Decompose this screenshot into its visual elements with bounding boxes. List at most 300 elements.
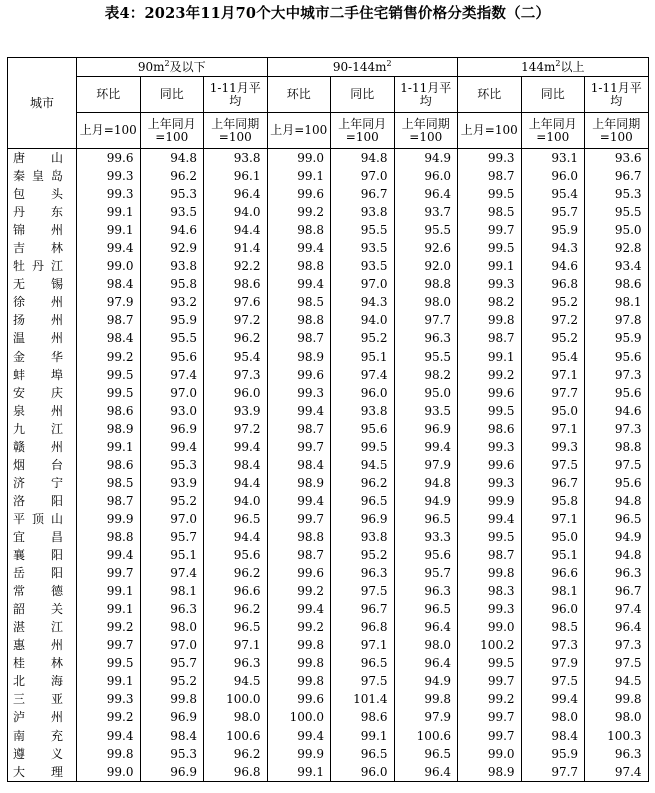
value-cell: 95.5 bbox=[394, 348, 458, 366]
value-cell: 96.5 bbox=[585, 510, 649, 528]
city-cell bbox=[8, 708, 77, 726]
value-cell: 99.7 bbox=[458, 708, 522, 726]
value-cell: 98.5 bbox=[77, 474, 141, 492]
value-cell: 96.5 bbox=[394, 510, 458, 528]
value-cell: 99.5 bbox=[458, 239, 522, 257]
value-cell: 96.6 bbox=[204, 582, 268, 600]
value-cell: 97.0 bbox=[331, 275, 395, 293]
group-header: $90m^2$及以下 bbox=[77, 58, 268, 77]
base-header: 上年同期=100 bbox=[394, 113, 458, 149]
value-cell: 95.6 bbox=[394, 546, 458, 564]
city-name: 济 宁 bbox=[13, 475, 63, 490]
table-row bbox=[8, 745, 649, 763]
value-cell: 96.4 bbox=[394, 185, 458, 203]
value-cell: 97.0 bbox=[140, 510, 204, 528]
value-cell: 93.6 bbox=[585, 149, 649, 168]
value-cell: 96.5 bbox=[204, 618, 268, 636]
city-name: 包 头 bbox=[13, 187, 63, 202]
metric-header: 环比 bbox=[458, 77, 522, 113]
value-cell: 96.2 bbox=[204, 564, 268, 582]
value-cell: 93.5 bbox=[331, 257, 395, 275]
value-cell: 95.0 bbox=[394, 384, 458, 402]
value-cell: 92.9 bbox=[140, 239, 204, 257]
value-cell: 99.8 bbox=[458, 564, 522, 582]
value-cell: 91.4 bbox=[204, 239, 268, 257]
value-cell: 97.9 bbox=[77, 293, 141, 311]
value-cell: 97.3 bbox=[204, 366, 268, 384]
value-cell: 99.7 bbox=[458, 221, 522, 239]
value-cell: 96.6 bbox=[521, 564, 585, 582]
value-cell: 97.0 bbox=[140, 636, 204, 654]
value-cell: 99.2 bbox=[267, 203, 331, 221]
value-cell: 95.3 bbox=[140, 456, 204, 474]
value-cell: 98.1 bbox=[585, 293, 649, 311]
value-cell: 94.9 bbox=[394, 492, 458, 510]
city-cell bbox=[8, 546, 77, 564]
value-cell: 98.4 bbox=[521, 727, 585, 745]
value-cell: 98.4 bbox=[77, 329, 141, 347]
value-cell: 96.8 bbox=[331, 618, 395, 636]
city-cell bbox=[8, 600, 77, 618]
city-name: 岳 阳 bbox=[13, 566, 63, 581]
city-name: 泉 州 bbox=[13, 403, 63, 418]
value-cell: 99.4 bbox=[267, 402, 331, 420]
value-cell: 96.3 bbox=[585, 745, 649, 763]
table-row bbox=[8, 618, 649, 636]
value-cell: 96.5 bbox=[331, 745, 395, 763]
table-row bbox=[8, 348, 649, 366]
city-name: 常 德 bbox=[13, 584, 63, 599]
value-cell: 100.0 bbox=[267, 708, 331, 726]
value-cell: 96.7 bbox=[521, 474, 585, 492]
value-cell: 99.1 bbox=[77, 672, 141, 690]
table-row bbox=[8, 708, 649, 726]
value-cell: 97.4 bbox=[331, 366, 395, 384]
city-name: 秦 皇 岛 bbox=[13, 169, 63, 184]
value-cell: 96.9 bbox=[331, 510, 395, 528]
value-cell: 94.9 bbox=[394, 149, 458, 168]
value-cell: 92.0 bbox=[394, 257, 458, 275]
metric-header: 同比 bbox=[140, 77, 204, 113]
value-cell: 99.3 bbox=[521, 438, 585, 456]
value-cell: 96.4 bbox=[585, 618, 649, 636]
value-cell: 99.8 bbox=[267, 636, 331, 654]
city-cell bbox=[8, 763, 77, 782]
city-name: 大 理 bbox=[13, 764, 63, 779]
value-cell: 95.2 bbox=[331, 546, 395, 564]
value-cell: 98.8 bbox=[394, 275, 458, 293]
value-cell: 99.4 bbox=[267, 727, 331, 745]
value-cell: 97.5 bbox=[585, 654, 649, 672]
value-cell: 97.5 bbox=[331, 582, 395, 600]
table-row bbox=[8, 492, 649, 510]
city-cell bbox=[8, 311, 77, 329]
value-cell: 96.7 bbox=[331, 600, 395, 618]
value-cell: 93.5 bbox=[140, 203, 204, 221]
value-cell: 94.0 bbox=[204, 492, 268, 510]
value-cell: 98.4 bbox=[204, 456, 268, 474]
value-cell: 94.0 bbox=[204, 203, 268, 221]
value-cell: 95.3 bbox=[140, 745, 204, 763]
value-cell: 96.2 bbox=[140, 167, 204, 185]
value-cell: 98.0 bbox=[394, 636, 458, 654]
value-cell: 96.7 bbox=[331, 185, 395, 203]
value-cell: 95.0 bbox=[521, 402, 585, 420]
value-cell: 96.5 bbox=[331, 492, 395, 510]
value-cell: 98.4 bbox=[140, 727, 204, 745]
value-cell: 99.4 bbox=[458, 510, 522, 528]
table-row bbox=[8, 636, 649, 654]
value-cell: 93.8 bbox=[140, 257, 204, 275]
table-row bbox=[8, 564, 649, 582]
value-cell: 97.9 bbox=[394, 456, 458, 474]
value-cell: 99.2 bbox=[267, 618, 331, 636]
metric-header: 1-11月平均 bbox=[394, 77, 458, 113]
value-cell: 94.9 bbox=[394, 672, 458, 690]
value-cell: 93.2 bbox=[140, 293, 204, 311]
table-row bbox=[8, 221, 649, 239]
city-cell bbox=[8, 510, 77, 528]
value-cell: 97.4 bbox=[585, 600, 649, 618]
city-cell bbox=[8, 275, 77, 293]
value-cell: 99.3 bbox=[77, 185, 141, 203]
value-cell: 99.4 bbox=[77, 239, 141, 257]
table-row bbox=[8, 474, 649, 492]
value-cell: 99.7 bbox=[458, 672, 522, 690]
base-header: 上年同期=100 bbox=[585, 113, 649, 149]
value-cell: 94.4 bbox=[204, 528, 268, 546]
value-cell: 99.4 bbox=[267, 492, 331, 510]
table-row bbox=[8, 366, 649, 384]
value-cell: 99.3 bbox=[458, 275, 522, 293]
city-name: 九 江 bbox=[13, 421, 63, 436]
city-name: 扬 州 bbox=[13, 313, 63, 328]
value-cell: 100.0 bbox=[204, 690, 268, 708]
value-cell: 98.5 bbox=[267, 293, 331, 311]
value-cell: 99.2 bbox=[77, 348, 141, 366]
value-cell: 98.8 bbox=[77, 528, 141, 546]
city-name: 蚌 埠 bbox=[13, 367, 63, 382]
table-row bbox=[8, 257, 649, 275]
value-cell: 96.4 bbox=[394, 618, 458, 636]
value-cell: 98.1 bbox=[521, 582, 585, 600]
value-cell: 97.9 bbox=[394, 708, 458, 726]
value-cell: 99.8 bbox=[394, 690, 458, 708]
value-cell: 99.0 bbox=[267, 149, 331, 168]
value-cell: 99.7 bbox=[458, 727, 522, 745]
value-cell: 98.6 bbox=[77, 456, 141, 474]
value-cell: 97.2 bbox=[204, 311, 268, 329]
value-cell: 96.8 bbox=[204, 763, 268, 782]
value-cell: 96.9 bbox=[140, 708, 204, 726]
city-name: 宜 昌 bbox=[13, 530, 63, 544]
value-cell: 94.5 bbox=[331, 456, 395, 474]
value-cell: 93.8 bbox=[331, 203, 395, 221]
value-cell: 100.3 bbox=[585, 727, 649, 745]
value-cell: 99.5 bbox=[458, 654, 522, 672]
value-cell: 98.6 bbox=[77, 402, 141, 420]
value-cell: 94.8 bbox=[140, 149, 204, 168]
city-cell bbox=[8, 564, 77, 582]
city-cell bbox=[8, 636, 77, 654]
value-cell: 99.4 bbox=[394, 438, 458, 456]
value-cell: 95.2 bbox=[140, 672, 204, 690]
city-name: 遵 义 bbox=[13, 746, 63, 761]
city-cell bbox=[8, 582, 77, 600]
value-cell: 95.9 bbox=[585, 329, 649, 347]
value-cell: 98.8 bbox=[585, 438, 649, 456]
value-cell: 99.7 bbox=[267, 438, 331, 456]
value-cell: 99.4 bbox=[267, 239, 331, 257]
value-cell: 99.1 bbox=[267, 167, 331, 185]
value-cell: 99.4 bbox=[267, 600, 331, 618]
value-cell: 99.1 bbox=[77, 221, 141, 239]
value-cell: 99.4 bbox=[521, 690, 585, 708]
value-cell: 93.5 bbox=[331, 239, 395, 257]
base-header: 上月=100 bbox=[458, 113, 522, 149]
table-row bbox=[8, 185, 649, 203]
value-cell: 98.4 bbox=[267, 456, 331, 474]
base-header: 上月=100 bbox=[267, 113, 331, 149]
value-cell: 92.6 bbox=[394, 239, 458, 257]
value-cell: 99.9 bbox=[458, 492, 522, 510]
value-cell: 95.6 bbox=[585, 474, 649, 492]
value-cell: 99.3 bbox=[458, 474, 522, 492]
value-cell: 98.5 bbox=[458, 203, 522, 221]
value-cell: 99.5 bbox=[77, 366, 141, 384]
value-cell: 97.9 bbox=[521, 654, 585, 672]
city-cell bbox=[8, 745, 77, 763]
value-cell: 96.0 bbox=[331, 763, 395, 782]
city-cell bbox=[8, 492, 77, 510]
value-cell: 94.4 bbox=[204, 474, 268, 492]
value-cell: 99.0 bbox=[77, 763, 141, 782]
value-cell: 99.0 bbox=[458, 745, 522, 763]
value-cell: 98.0 bbox=[140, 618, 204, 636]
city-cell bbox=[8, 149, 77, 168]
value-cell: 96.3 bbox=[331, 564, 395, 582]
value-cell: 96.2 bbox=[331, 474, 395, 492]
value-cell: 99.1 bbox=[77, 582, 141, 600]
city-name: 襄 阳 bbox=[13, 548, 63, 563]
value-cell: 99.6 bbox=[267, 564, 331, 582]
value-cell: 95.3 bbox=[140, 185, 204, 203]
value-cell: 99.1 bbox=[458, 348, 522, 366]
city-name: 洛 阳 bbox=[13, 493, 63, 508]
value-cell: 95.7 bbox=[140, 528, 204, 546]
base-header: 上月=100 bbox=[77, 113, 141, 149]
value-cell: 99.1 bbox=[458, 257, 522, 275]
city-cell bbox=[8, 727, 77, 745]
value-cell: 96.9 bbox=[140, 763, 204, 782]
value-cell: 95.6 bbox=[204, 546, 268, 564]
value-cell: 95.0 bbox=[521, 528, 585, 546]
value-cell: 95.9 bbox=[521, 221, 585, 239]
value-cell: 96.5 bbox=[331, 654, 395, 672]
price-index-table bbox=[7, 57, 649, 782]
value-cell: 95.1 bbox=[331, 348, 395, 366]
value-cell: 92.8 bbox=[585, 239, 649, 257]
metric-header: 同比 bbox=[331, 77, 395, 113]
city-cell bbox=[8, 185, 77, 203]
value-cell: 99.7 bbox=[77, 564, 141, 582]
city-cell bbox=[8, 329, 77, 347]
city-cell bbox=[8, 203, 77, 221]
value-cell: 99.8 bbox=[267, 672, 331, 690]
value-cell: 97.1 bbox=[521, 510, 585, 528]
value-cell: 95.6 bbox=[331, 420, 395, 438]
city-cell bbox=[8, 456, 77, 474]
value-cell: 98.6 bbox=[585, 275, 649, 293]
value-cell: 97.5 bbox=[585, 456, 649, 474]
value-cell: 99.5 bbox=[458, 185, 522, 203]
city-name: 北 海 bbox=[13, 674, 63, 689]
value-cell: 93.9 bbox=[204, 402, 268, 420]
table-row bbox=[8, 672, 649, 690]
value-cell: 99.1 bbox=[331, 727, 395, 745]
table-row bbox=[8, 203, 649, 221]
city-name: 惠 州 bbox=[13, 638, 63, 653]
value-cell: 96.3 bbox=[394, 582, 458, 600]
value-cell: 99.6 bbox=[267, 690, 331, 708]
value-cell: 96.3 bbox=[394, 329, 458, 347]
value-cell: 98.2 bbox=[394, 366, 458, 384]
value-cell: 95.5 bbox=[140, 329, 204, 347]
value-cell: 98.8 bbox=[267, 221, 331, 239]
value-cell: 93.5 bbox=[394, 402, 458, 420]
value-cell: 98.6 bbox=[331, 708, 395, 726]
value-cell: 94.8 bbox=[585, 546, 649, 564]
value-cell: 96.2 bbox=[204, 745, 268, 763]
city-cell bbox=[8, 239, 77, 257]
city-name: 吉 林 bbox=[13, 241, 63, 256]
value-cell: 93.8 bbox=[331, 402, 395, 420]
table-row bbox=[8, 727, 649, 745]
value-cell: 99.5 bbox=[331, 438, 395, 456]
value-cell: 98.7 bbox=[458, 329, 522, 347]
value-cell: 98.7 bbox=[267, 329, 331, 347]
table-row bbox=[8, 654, 649, 672]
value-cell: 99.7 bbox=[77, 636, 141, 654]
city-cell bbox=[8, 672, 77, 690]
value-cell: 98.6 bbox=[458, 420, 522, 438]
value-cell: 95.8 bbox=[140, 275, 204, 293]
metric-header: 1-11月平均 bbox=[204, 77, 268, 113]
value-cell: 93.3 bbox=[394, 528, 458, 546]
value-cell: 98.6 bbox=[204, 275, 268, 293]
value-cell: 96.0 bbox=[331, 384, 395, 402]
city-cell bbox=[8, 528, 77, 546]
table-row bbox=[8, 690, 649, 708]
value-cell: 95.5 bbox=[331, 221, 395, 239]
value-cell: 99.8 bbox=[77, 745, 141, 763]
value-cell: 97.3 bbox=[585, 366, 649, 384]
value-cell: 98.0 bbox=[204, 708, 268, 726]
value-cell: 100.6 bbox=[204, 727, 268, 745]
value-cell: 97.4 bbox=[140, 564, 204, 582]
table-row bbox=[8, 438, 649, 456]
city-cell bbox=[8, 293, 77, 311]
value-cell: 96.0 bbox=[394, 167, 458, 185]
value-cell: 96.2 bbox=[204, 329, 268, 347]
city-name: 锦 州 bbox=[13, 223, 63, 238]
value-cell: 96.4 bbox=[394, 763, 458, 782]
value-cell: 98.7 bbox=[458, 546, 522, 564]
value-cell: 97.4 bbox=[585, 763, 649, 782]
value-cell: 99.3 bbox=[458, 438, 522, 456]
value-cell: 95.1 bbox=[140, 546, 204, 564]
value-cell: 96.5 bbox=[394, 745, 458, 763]
value-cell: 98.8 bbox=[267, 528, 331, 546]
city-name: 桂 林 bbox=[13, 656, 63, 671]
city-cell bbox=[8, 438, 77, 456]
table-row bbox=[8, 329, 649, 347]
value-cell: 97.6 bbox=[204, 293, 268, 311]
value-cell: 99.6 bbox=[77, 149, 141, 168]
value-cell: 95.7 bbox=[394, 564, 458, 582]
city-name: 韶 关 bbox=[13, 602, 63, 617]
value-cell: 99.4 bbox=[77, 727, 141, 745]
value-cell: 95.2 bbox=[331, 329, 395, 347]
value-cell: 97.5 bbox=[331, 672, 395, 690]
metric-header: 环比 bbox=[77, 77, 141, 113]
value-cell: 98.9 bbox=[267, 348, 331, 366]
city-cell bbox=[8, 257, 77, 275]
value-cell: 95.4 bbox=[204, 348, 268, 366]
value-cell: 96.7 bbox=[585, 582, 649, 600]
value-cell: 97.7 bbox=[521, 384, 585, 402]
table-row bbox=[8, 582, 649, 600]
table-row bbox=[8, 275, 649, 293]
value-cell: 95.7 bbox=[140, 654, 204, 672]
value-cell: 95.2 bbox=[521, 293, 585, 311]
value-cell: 98.7 bbox=[458, 167, 522, 185]
value-cell: 97.5 bbox=[521, 456, 585, 474]
value-cell: 101.4 bbox=[331, 690, 395, 708]
value-cell: 99.2 bbox=[458, 690, 522, 708]
value-cell: 99.1 bbox=[77, 203, 141, 221]
city-cell bbox=[8, 420, 77, 438]
city-name: 温 州 bbox=[13, 331, 63, 346]
value-cell: 96.4 bbox=[394, 654, 458, 672]
table-row bbox=[8, 311, 649, 329]
value-cell: 96.2 bbox=[204, 600, 268, 618]
value-cell: 98.7 bbox=[267, 420, 331, 438]
value-cell: 95.5 bbox=[394, 221, 458, 239]
value-cell: 98.4 bbox=[77, 275, 141, 293]
value-cell: 99.5 bbox=[458, 528, 522, 546]
city-name: 牡 丹 江 bbox=[13, 259, 63, 274]
value-cell: 98.7 bbox=[267, 546, 331, 564]
value-cell: 94.8 bbox=[394, 474, 458, 492]
city-name: 赣 州 bbox=[13, 439, 63, 454]
value-cell: 95.0 bbox=[585, 221, 649, 239]
value-cell: 99.6 bbox=[458, 456, 522, 474]
value-cell: 96.3 bbox=[204, 654, 268, 672]
value-cell: 93.8 bbox=[204, 149, 268, 168]
city-header: 城市 bbox=[8, 58, 77, 149]
value-cell: 97.8 bbox=[585, 311, 649, 329]
city-cell bbox=[8, 618, 77, 636]
value-cell: 95.8 bbox=[521, 492, 585, 510]
value-cell: 97.1 bbox=[521, 366, 585, 384]
city-name: 平 顶 山 bbox=[13, 511, 63, 526]
city-name: 无 锡 bbox=[13, 277, 63, 292]
value-cell: 95.3 bbox=[585, 185, 649, 203]
value-cell: 97.7 bbox=[394, 311, 458, 329]
table-row bbox=[8, 239, 649, 257]
value-cell: 94.8 bbox=[331, 149, 395, 168]
